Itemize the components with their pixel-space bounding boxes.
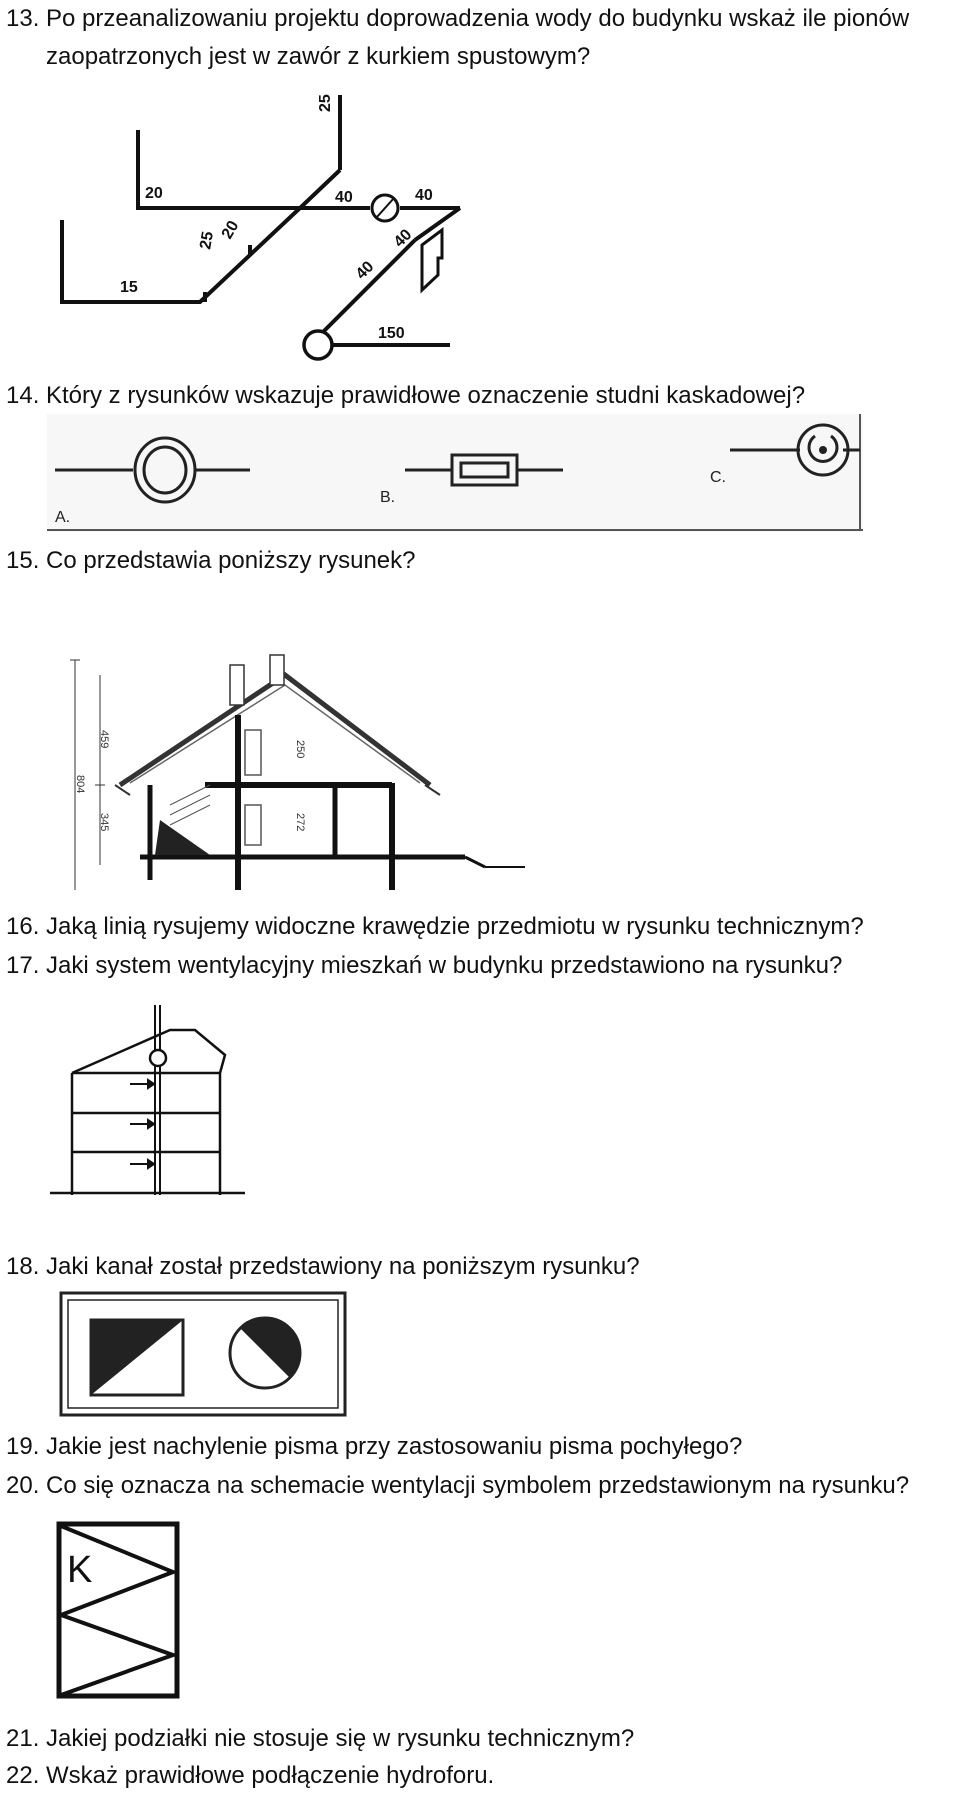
question-number: 19. (6, 1433, 40, 1460)
question-number: 15. (6, 547, 40, 574)
question-14 (6, 377, 951, 415)
question-15 (6, 542, 951, 580)
dimension-label: 272 (294, 813, 306, 832)
question-number: 22. (6, 1762, 40, 1789)
building-cross-section (65, 635, 535, 900)
question-number: 14. (6, 382, 40, 409)
fan-icon (150, 1050, 166, 1066)
question-text: Jaki system wentylacyjny mieszkań w budynku przedstawiono na rysunku? (46, 952, 843, 979)
question-text-continued: zaopatrzonych jest w zawór z kurkiem spustowym? (46, 43, 591, 70)
pipe-dim-label: 25 (197, 230, 218, 251)
square-channel-symbol (91, 1320, 183, 1395)
question-text: Wskaż prawidłowe podłączenie hydroforu. (46, 1762, 495, 1789)
pipe-dim-label: 150 (378, 325, 405, 342)
dimension-label: 345 (98, 813, 110, 832)
question-16 (6, 908, 951, 946)
dimension-label: 250 (294, 740, 306, 759)
ventilation-k-symbol (55, 1520, 185, 1705)
pipe-dim-label: 40 (415, 187, 433, 204)
question-22 (6, 1757, 951, 1795)
question-text: Jaki kanał został przedstawiony na poniższym rysunku? (46, 1253, 640, 1280)
question-text: Co przedstawia poniższy rysunek? (46, 547, 416, 574)
question-number: 17. (6, 952, 40, 979)
option-c-label: C. (710, 469, 726, 486)
question-19 (6, 1428, 951, 1466)
riser-line (300, 170, 340, 208)
question-number: 16. (6, 913, 40, 940)
question-18 (6, 1248, 951, 1286)
option-a-label: A. (55, 509, 71, 526)
water-meter-well-icon (304, 331, 332, 359)
question-text: Jaką linią rysujemy widoczne krawędzie przedmiotu w rysunku technicznym? (46, 913, 864, 940)
question-text: Jakie jest nachylenie pisma przy zastosowaniu pisma pochyłego? (46, 1433, 743, 1460)
ventilation-section (50, 1000, 260, 1205)
staircase (155, 820, 210, 855)
pipe-dim-label: 25 (317, 94, 334, 112)
question-20 (6, 1467, 951, 1505)
question-21 (6, 1720, 951, 1758)
question-text: Który z rysunków wskazuje prawidłowe oznaczenie studni kaskadowej? (46, 382, 806, 409)
pipe-dim-label: 40 (390, 226, 416, 251)
roof (115, 655, 440, 795)
question-text: Po przeanalizowaniu projektu doprowadzenia wody do budynku wskaż ile pionów (46, 5, 910, 32)
question-13 (6, 0, 951, 76)
pipe-dim-label: 40 (335, 189, 353, 206)
water-supply-diagram (50, 80, 470, 365)
pipe-dim-label: 40 (352, 258, 378, 283)
question-number: 20. (6, 1472, 40, 1499)
pipe-dim-label: 20 (218, 218, 243, 242)
question-17 (6, 947, 951, 985)
symbol-letter: K (67, 1549, 93, 1591)
question-text: Jakiej podziałki nie stosuje się w rysunku technicznym? (46, 1725, 635, 1752)
pipe-lower-branch (62, 208, 300, 302)
dimension-label: 459 (98, 730, 110, 749)
round-channel-symbol (230, 1318, 300, 1388)
option-b-label: B. (380, 489, 396, 506)
well-symbols-figure (45, 412, 865, 537)
pipe-dim-label: 20 (145, 185, 163, 202)
question-number: 13. (6, 5, 40, 32)
question-number: 21. (6, 1725, 40, 1752)
drain-tap-icon (422, 230, 442, 290)
channel-symbols-figure (58, 1290, 350, 1420)
pipe-dim-label: 15 (120, 279, 138, 296)
question-number: 18. (6, 1253, 40, 1280)
question-text: Co się oznacza na schemacie wentylacji symbolem przedstawionym na rysunku? (46, 1472, 910, 1499)
dimension-label: 804 (74, 775, 86, 794)
